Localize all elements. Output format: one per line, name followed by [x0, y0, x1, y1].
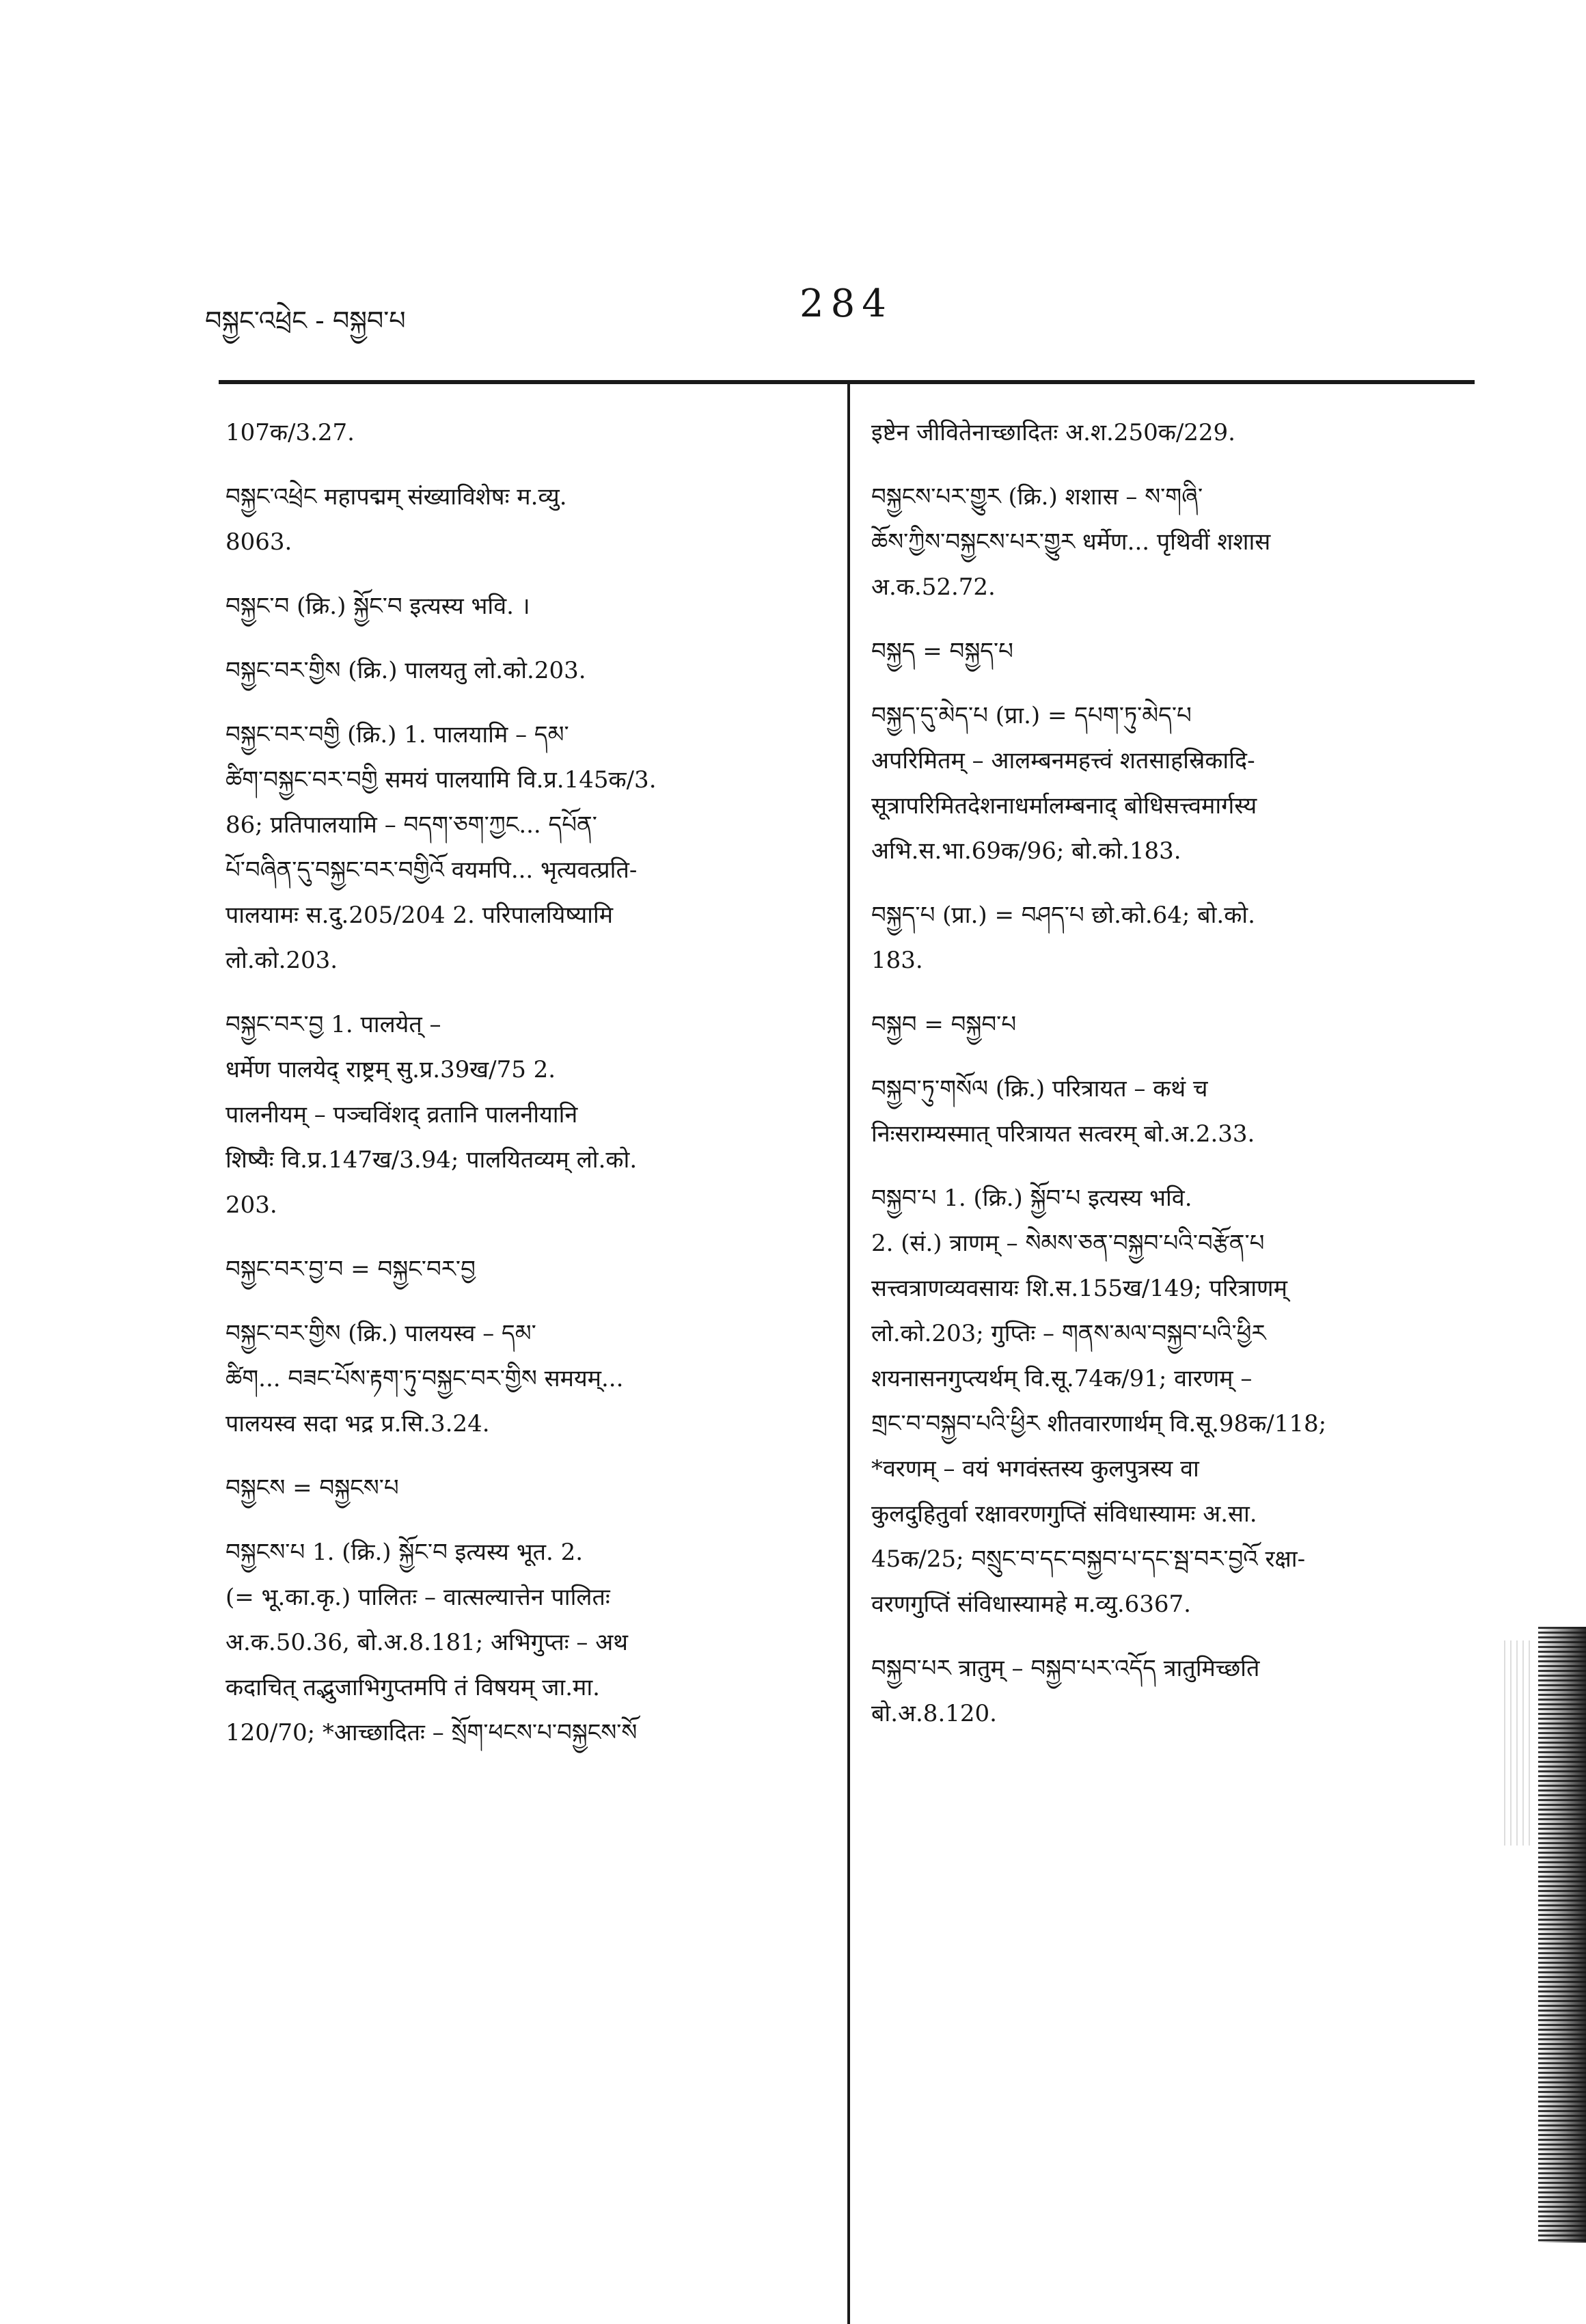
right-entry-line: 183. — [871, 947, 923, 974]
left-entry-line: कदाचित् तद्भुजाभिगुप्तमपि तं विषयम् जा.मा. — [225, 1674, 600, 1701]
entry-gap — [871, 455, 1462, 474]
left-entry-line: བསྐྱང་བར་བྱ་བ = བསྐྱང་བར་བྱ — [225, 1256, 476, 1283]
right-entry-line: सूत्रापरिमितदेशनाधर्मालम्बनाद् बोधिसत्त्वमार्गस्य — [871, 792, 1257, 820]
entry-gap — [871, 874, 1462, 893]
right-entry-line: कुलदुहितुर्वा रक्षावरणगुप्तिं संविधास्यामः अ.सा. — [871, 1500, 1257, 1528]
right-entry-line: བསྐྱབ་ཏུ་གསོལ (क्रि.) परित्रायत – कथं च — [871, 1075, 1208, 1103]
left-entry-line: पालनीयम् – पञ्चविंशद् व्रतानि पालनीयानि — [225, 1101, 578, 1129]
left-entry-line: 107क/3.27. — [225, 419, 355, 446]
left-entry-line: 86; प्रतिपालयामि – བདག་ཅག་ཀྱང... དཔོན་ — [225, 811, 597, 839]
right-entry-line: शयनासनगुप्त्यर्थम् वि.सू.74क/91; वारणम् – — [871, 1365, 1253, 1392]
entry-gap — [871, 1627, 1462, 1646]
entry-gap — [225, 1228, 820, 1247]
right-entry-line: བསྐྱད་པ (प्रा.) = བཤད་པ छो.को.64; बो.को. — [871, 902, 1255, 929]
entry-gap — [225, 1292, 820, 1311]
right-entry-line: सत्त्वत्राणव्यवसायः शि.स.155ख/149; परित्राणम् — [871, 1275, 1287, 1302]
left-entry-line: བསྐྱང་བ (क्रि.) སྐྱོང་བ इत्यस्य भवि. । — [225, 593, 530, 620]
right-entry-line: लो.को.203; गुप्तिः – གནས་མལ་བསྐྱབ་པའི་ཕྱིར — [871, 1320, 1266, 1347]
entry-gap — [225, 1446, 820, 1465]
right-entry-line: བསྐྱབ་པར त्रातुम् – བསྐྱབ་པར་འདོད त्रातुमिच्छति — [871, 1655, 1260, 1682]
entry-gap — [225, 1511, 820, 1530]
right-entry-line: अभि.स.भा.69क/96; बो.को.183. — [871, 837, 1181, 865]
right-entry-line: 45क/25; བསྲུང་བ་དང་བསྐྱབ་པ་དང་སྦ་བར་བྱའོ रक्षा- — [871, 1545, 1306, 1573]
entry-gap — [225, 455, 820, 474]
left-entry-line: 203. — [225, 1191, 277, 1219]
right-entry-line: अ.क.52.72. — [871, 573, 996, 601]
right-entry-line: 2. (सं.) त्राणम् – སེམས་ཅན་བསྐྱབ་པའི་བརྩོན་པ — [871, 1230, 1265, 1257]
left-entry-line: བསྐྱང་བར་བྱ 1. पालयेत् – — [225, 1011, 441, 1038]
left-entry-line: བསྐྱངས = བསྐྱངས་པ — [225, 1474, 399, 1502]
scan-edge-shadow — [1538, 1627, 1586, 2243]
header-rule — [219, 380, 1475, 384]
left-column — [225, 410, 820, 1755]
left-entry-line: པོ་བཞིན་དུ་བསྐྱང་བར་བགྱིའོ वयमपि... भृत्यवत्प्रति- — [225, 856, 638, 884]
entry-gap — [871, 610, 1462, 629]
left-entry-line: पालयामः स.दु.205/204 2. परिपालयिष्यामि — [225, 902, 614, 929]
right-entry-line: བསྐྱངས་པར་གྱུར (क्रि.) शशास – ས་གཞི་ — [871, 483, 1203, 511]
left-entry-line: བསྐྱངས་པ 1. (क्रि.) སྐྱོང་བ इत्यस्य भूत. 2. — [225, 1539, 584, 1566]
right-entry-line: གྲང་བ་བསྐྱབ་པའི་ཕྱིར शीतवारणार्थम् वि.सू.98क/118; — [871, 1410, 1327, 1437]
entry-gap — [871, 1047, 1462, 1066]
left-entry-line: लो.को.203. — [225, 947, 338, 974]
left-entry-line: धर्मेण पालयेद् राष्ट्रम् सु.प्र.39ख/75 2. — [225, 1056, 556, 1083]
left-entry-line: 8063. — [225, 528, 292, 556]
right-entry-line: བསྐྱད་དུ་མེད་པ (प्रा.) = དཔག་ཏུ་མེད་པ — [871, 702, 1192, 729]
right-entry-line: *वरणम् – वयं भगवंस्तस्य कुलपुत्रस्य वा — [871, 1455, 1199, 1483]
right-entry-line: བསྐྱད = བསྐྱད་པ — [871, 638, 1013, 665]
left-entry-line: བསྐྱང་བར་བགྱི (क्रि.) 1. पालयामि – དམ་ — [225, 721, 569, 748]
left-entry-line: अ.क.50.36, बो.अ.8.181; अभिगुप्तः – अथ — [225, 1629, 628, 1656]
right-entry-line: བསྐྱབ = བསྐྱབ་པ — [871, 1011, 1017, 1038]
right-entry-line: निःसराम्यस्मात् परित्रायत सत्वरम् बो.अ.2.33. — [871, 1120, 1255, 1148]
left-entry-line: ཚིག... བཟང་པོས་རྟག་ཏུ་བསྐྱང་བར་གྱིས समयम्... — [225, 1365, 624, 1392]
right-entry-line: इष्टेन जीवितेनाच्छादितः अ.श.250क/229. — [871, 419, 1235, 446]
running-header: བསྐྱང་འཕྲེང - བསྐྱབ་པ — [205, 306, 406, 336]
left-entry-line: བསྐྱང་འཕྲེང महापद्मम् संख्याविशेषः म.व्यु. — [225, 483, 567, 511]
right-entry-line: བསྐྱབ་པ 1. (क्रि.) སྐྱོབ་པ इत्यस्य भवि. — [871, 1185, 1192, 1212]
right-entry-line: बो.अ.8.120. — [871, 1700, 997, 1727]
entry-gap — [871, 674, 1462, 693]
page-number: 284 — [799, 282, 893, 326]
entry-gap — [225, 565, 820, 584]
entry-gap — [225, 693, 820, 712]
right-entry-line: वरणगुप्तिं संविधास्यामहे म.व्यु.6367. — [871, 1591, 1191, 1618]
right-column — [871, 410, 1462, 1736]
left-entry-line: (= भू.का.कृ.) पालितः – वात्सल्यात्तेन पालितः — [225, 1584, 610, 1611]
entry-gap — [225, 629, 820, 648]
entry-gap — [871, 983, 1462, 1002]
left-entry-line: शिष्यैः वि.प्र.147ख/3.94; पालयितव्यम् लो.को. — [225, 1146, 638, 1174]
left-entry-line: བསྐྱང་བར་གྱིས (क्रि.) पालयस्व – དམ་ — [225, 1320, 536, 1347]
right-entry-line: अपरिमितम् – आलम्बनमहत्त्वं शतसाहस्रिकादि- — [871, 747, 1255, 774]
left-entry-line: 120/70; *आच्छादितः – སྲོག་ཕངས་པ་བསྐྱངས་སོ — [225, 1719, 638, 1746]
right-entry-line: ཆོས་ཀྱིས་བསྐྱངས་པར་གྱུར धर्मेण... पृथिवीं शशास — [871, 528, 1271, 556]
left-entry-line: ཚིག་བསྐྱང་བར་བགྱི समयं पालयामि वि.प्र.145क/3. — [225, 766, 657, 794]
scan-noise — [1504, 1640, 1531, 1846]
left-entry-line: བསྐྱང་བར་གྱིས (क्रि.) पालयतु लो.को.203. — [225, 657, 586, 684]
entry-gap — [871, 1157, 1462, 1176]
entry-gap — [225, 983, 820, 1002]
column-divider — [847, 383, 850, 2324]
left-entry-line: पालयस्व सदा भद्र प्र.सि.3.24. — [225, 1410, 490, 1437]
